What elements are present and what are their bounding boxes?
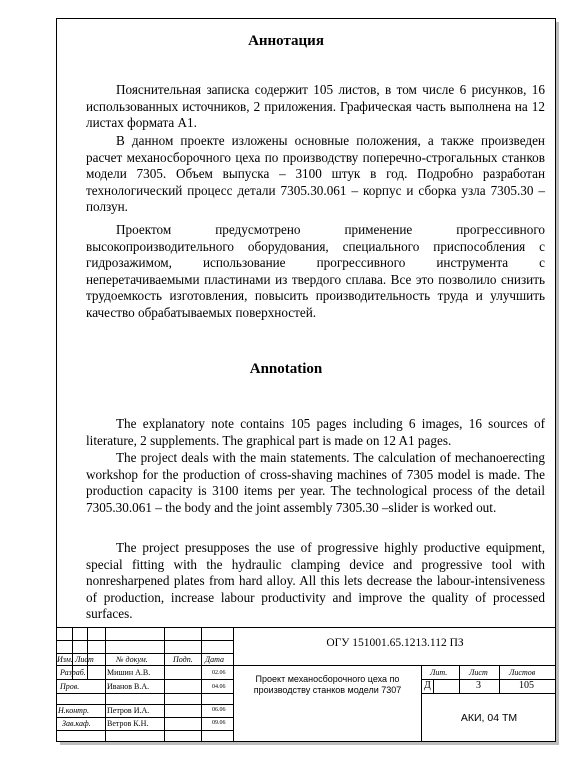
- project-title: Проект механосборочного цеха по производству станков модели 7307: [253, 674, 402, 695]
- row-name-norm-control: Петров И.А.: [107, 706, 150, 715]
- page-shadow-bottom: [60, 742, 559, 745]
- col-header-signature: Подп.: [173, 655, 193, 664]
- row-role-developer: Разраб.: [60, 668, 86, 677]
- ru-paragraph-1: Пояснительная записка содержит 105 листов, в том числе 6 рисунков, 16 использованных источников, 2 приложения. Графическая часть выполнена на 12 листах формата А1.: [86, 82, 545, 131]
- en-paragraph-2: The project deals with the main statements. The calculation of mechanoerecting workshop for the production of cross-shaving machines of 7305 model is made. The production capacity is 3100 items per year. The technological process of the detail 7305.30.061 – the body and the joint assembly 7305.30 –slider is worked out.: [86, 450, 545, 515]
- sheet-value: 3: [476, 680, 481, 691]
- en-paragraph-1: The explanatory note contains 105 pages including 6 images, 16 sources of literature, 2 supplements. The graphical part is made on 12 A1 pages.: [86, 416, 545, 448]
- row-date-checker: 04.06: [212, 684, 226, 690]
- title-block: [56, 627, 556, 742]
- organization: АКИ, 04 ТМ: [460, 712, 518, 724]
- lit-value: Д: [424, 680, 431, 691]
- row-date-developer: 02.06: [212, 670, 226, 676]
- row-role-checker: Пров.: [60, 682, 80, 691]
- col-header-doc-number: № докум.: [116, 655, 148, 664]
- ru-paragraph-3: Проектом предусмотрено применение прогрессивного высокопроизводительного оборудования, специального приспособления с гидрозажимом, использование прогрессивного инструмента с неперетачиваемыми пластинами из твердого сплава. Все это позволило снизить трудоемкость изготовления, повысить производительность труда и улучшить качество обрабатываемых поверхностей.: [86, 222, 545, 320]
- page-shadow-right: [556, 22, 559, 745]
- row-date-norm-control: 06.06: [212, 707, 226, 713]
- lit-label: Лит.: [430, 668, 448, 677]
- row-role-norm-control: Н.контр.: [58, 706, 89, 715]
- sheet-label: Лист: [469, 668, 488, 677]
- ru-paragraph-2: В данном проекте изложены основные положения, а также произведен расчет механосборочного цеха по производству поперечно-строгальных станков модели 7305. Объем выпуска – 3100 штук в год. Подробно разработан технологический процесс детали 7305.30.061 – корпус и сборка узла 7305.30 – ползун.: [86, 133, 545, 215]
- row-date-head-of-dept: 09.06: [212, 720, 226, 726]
- row-name-developer: Мишин А.В.: [107, 668, 151, 677]
- sheets-value: 105: [519, 680, 534, 691]
- row-name-head-of-dept: Ветров К.Н.: [107, 719, 149, 728]
- en-paragraph-3: The project presupposes the use of progressive highly productive equipment, special fitting with the hydraulic clamping device and progressive tool with nonresharpened plates from hard alloy. All this lets decrease the labour-intensiveness of production, increase labour productivity and improve the quality of processed surfaces.: [86, 540, 545, 622]
- row-role-head-of-dept: Зав.каф.: [62, 719, 91, 728]
- sheets-label: Листов: [509, 668, 536, 677]
- document-code: ОГУ 151001.65.1213.112 ПЗ: [326, 637, 464, 649]
- col-header-list: Лист: [75, 655, 94, 664]
- ru-title: Аннотация: [248, 33, 324, 49]
- en-title: Annotation: [249, 361, 323, 377]
- col-header-izm: Изм.: [57, 655, 73, 664]
- row-name-checker: Иванов В.А.: [107, 682, 150, 691]
- col-header-date: Дата: [205, 655, 224, 664]
